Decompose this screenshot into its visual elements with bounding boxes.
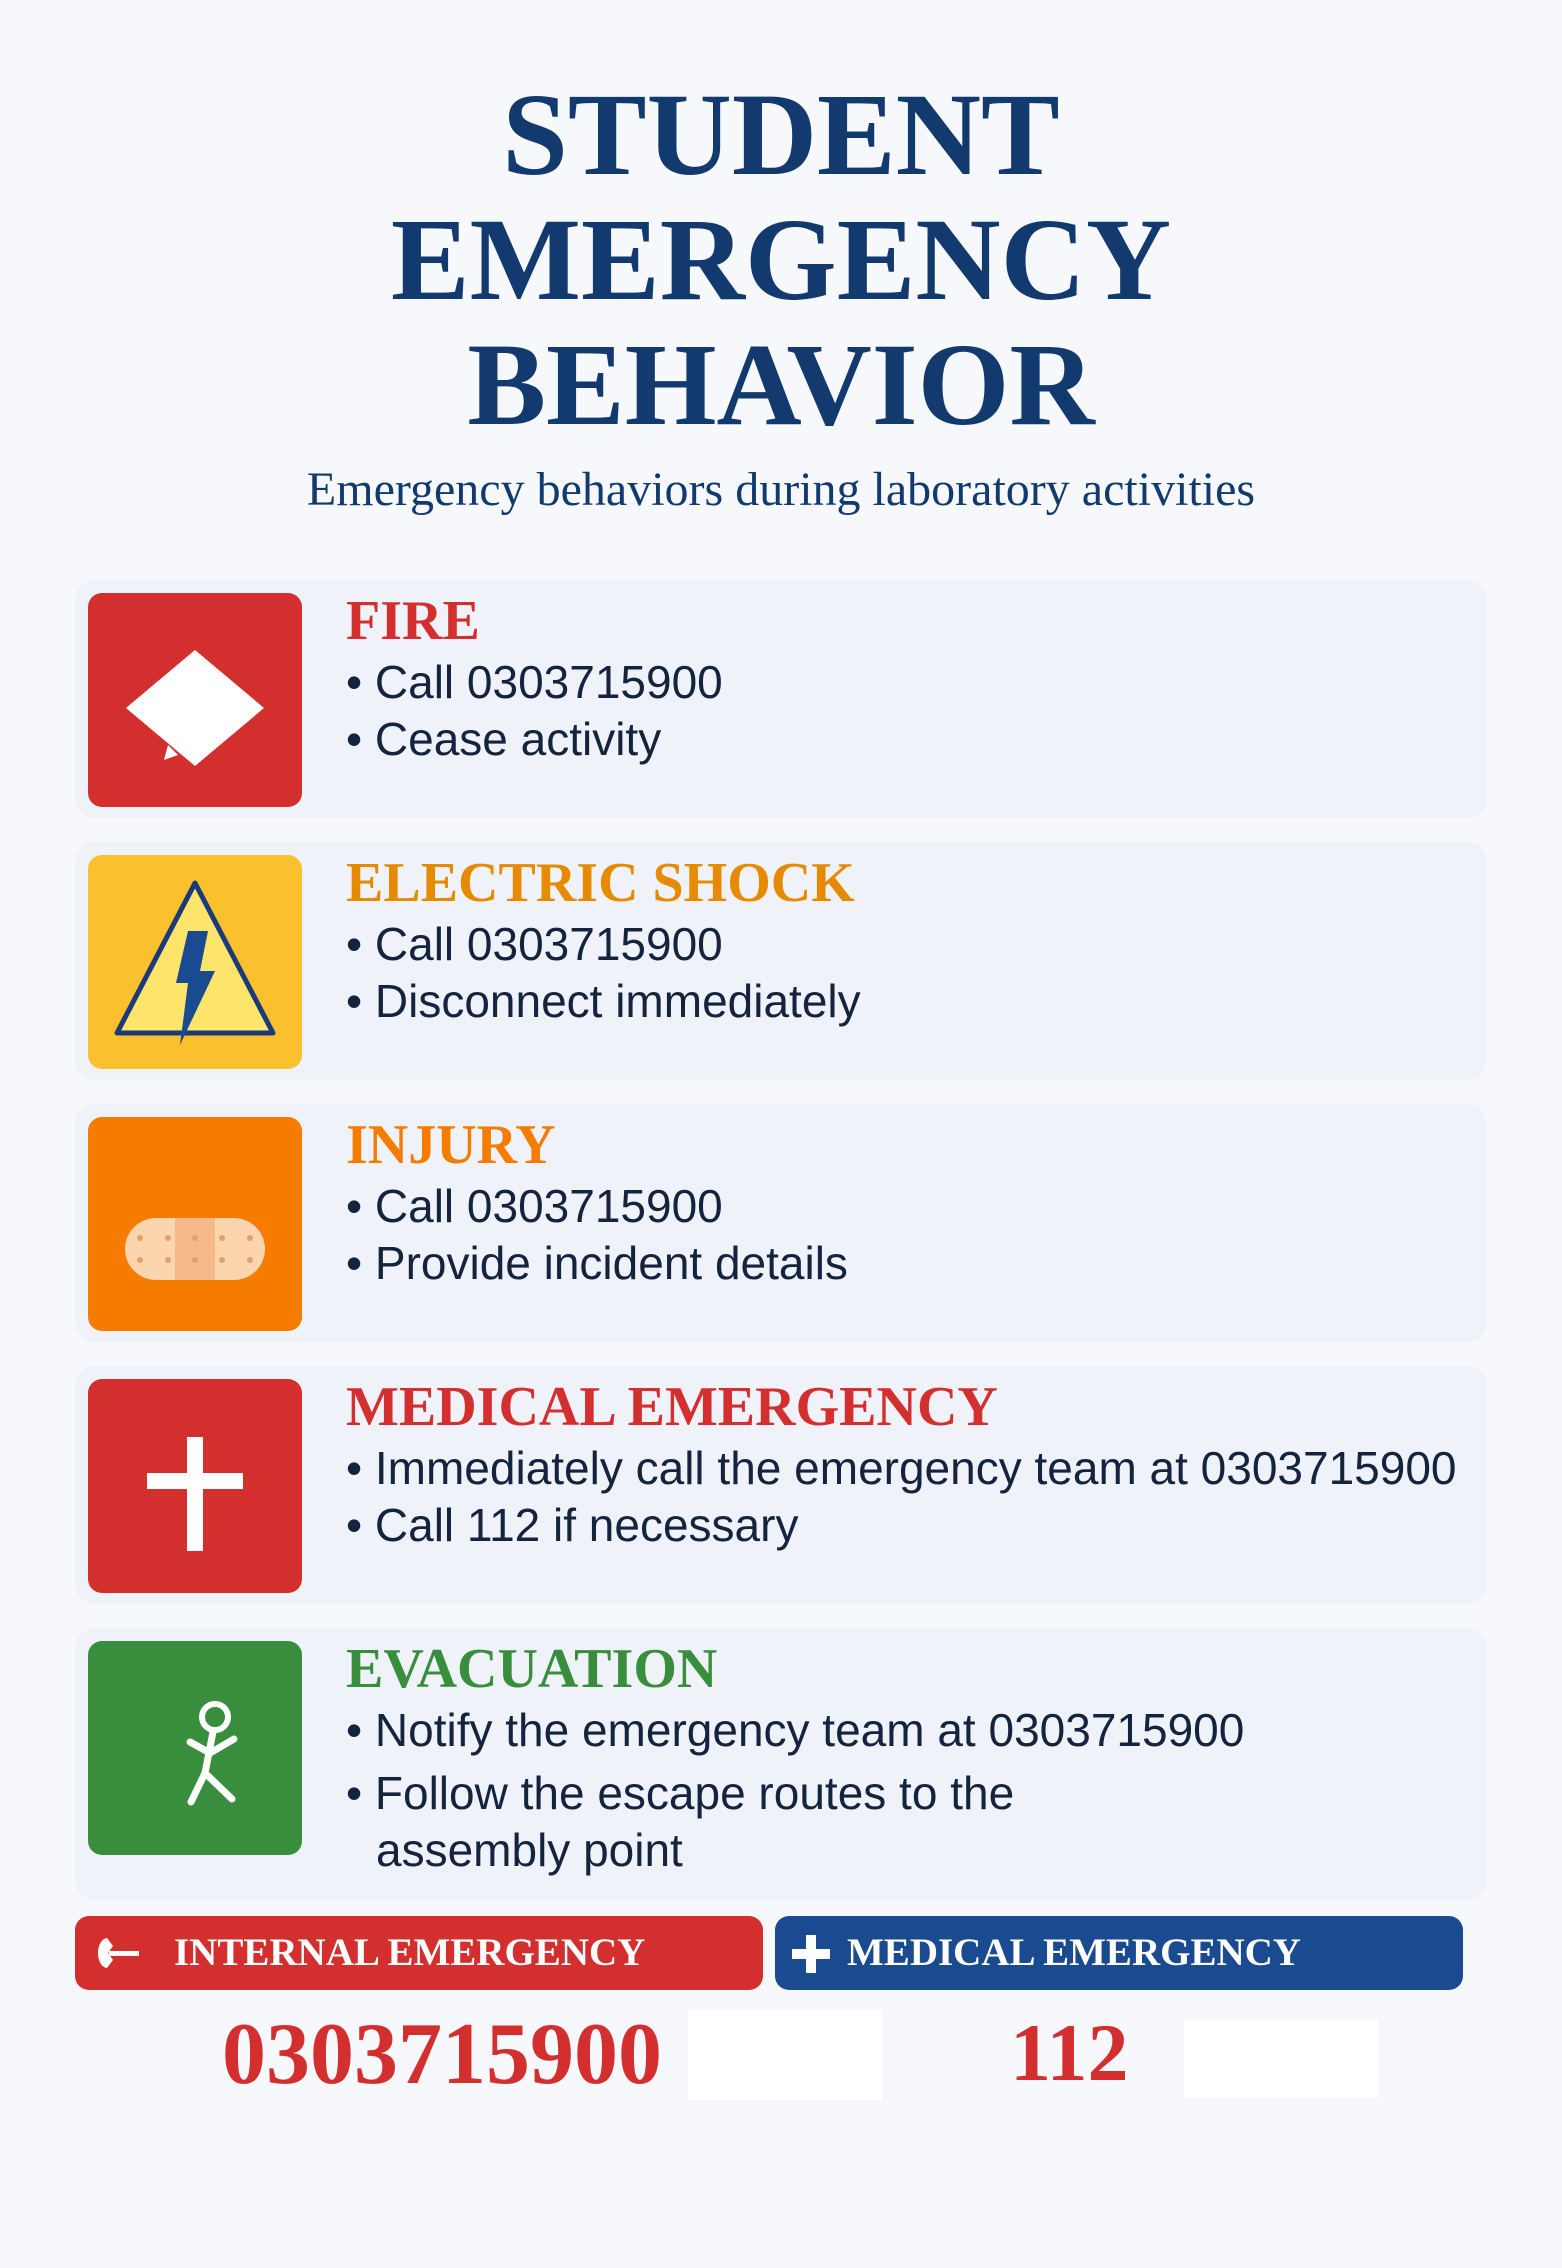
bullet-item: • Disconnect immediately <box>346 975 861 1027</box>
page-subtitle: Emergency behaviors during laboratory activities <box>306 463 1256 516</box>
fire-bullets <box>346 654 1562 768</box>
medical-emergency-bar <box>775 1916 1463 1990</box>
electric-icon-tile <box>88 855 302 1069</box>
title-line-2: EMERGENCY <box>390 194 1172 325</box>
injury-icon-tile <box>88 1117 302 1331</box>
electric-hazard-icon <box>88 855 302 1069</box>
bullet-item: • Call 0303715900 <box>346 918 723 970</box>
injury-title: INJURY <box>346 1114 556 1176</box>
fire-icon-tile <box>88 593 302 807</box>
fire-title: FIRE <box>346 590 480 652</box>
plus-icon <box>791 1916 831 1990</box>
title-line-1: STUDENT <box>502 69 1060 200</box>
bullet-item: • Call 0303715900 <box>346 1180 723 1232</box>
phone-handset-icon <box>89 1916 145 1990</box>
bullet-item: • Provide incident details <box>346 1237 848 1289</box>
bullet-item: • Notify the emergency team at 0303715900 <box>346 1704 1245 1756</box>
medical-icon-tile <box>88 1379 302 1593</box>
title-line-3: BEHAVIOR <box>467 319 1095 450</box>
bullet-item: • Call 0303715900 <box>346 656 723 708</box>
electric-shock-card <box>75 842 1487 1080</box>
bullet-item: • Cease activity <box>346 713 662 765</box>
medical-emergency-card <box>75 1366 1487 1604</box>
bullet-item: • Immediately call the emergency team at 0303715900 <box>346 1442 1457 1494</box>
blank-box <box>688 2010 882 2100</box>
internal-emergency-number: 0303715900 <box>222 2006 662 2103</box>
internal-emergency-label: INTERNAL EMERGENCY <box>174 1931 646 1974</box>
evacuation-bullets <box>346 1702 1562 1879</box>
page-title <box>0 69 1562 450</box>
bullet-item: • Follow the escape routes to the assembly point <box>346 1767 1015 1876</box>
medical-emergency-number: 112 <box>1010 2007 1129 2098</box>
walking-person-icon <box>88 1641 302 1855</box>
electric-shock-title: ELECTRIC SHOCK <box>346 852 855 914</box>
medical-emergency-bullets <box>346 1440 1562 1554</box>
evacuation-title: EVACUATION <box>346 1638 718 1700</box>
injury-card <box>75 1104 1487 1342</box>
bandage-icon <box>88 1117 302 1331</box>
bullet-item: • Call 112 if necessary <box>346 1499 799 1551</box>
blank-box <box>1184 2020 1378 2098</box>
evacuation-card <box>75 1628 1487 1900</box>
medical-emergency-title: MEDICAL EMERGENCY <box>346 1376 998 1438</box>
electric-shock-bullets <box>346 916 1562 1030</box>
medical-cross-icon <box>88 1379 302 1593</box>
fire-card <box>75 580 1487 818</box>
injury-bullets <box>346 1178 1562 1292</box>
evacuation-icon-tile <box>88 1641 302 1855</box>
internal-emergency-bar <box>75 1916 763 1990</box>
medical-emergency-label: MEDICAL EMERGENCY <box>847 1931 1301 1974</box>
fire-diamond-icon <box>88 593 302 807</box>
